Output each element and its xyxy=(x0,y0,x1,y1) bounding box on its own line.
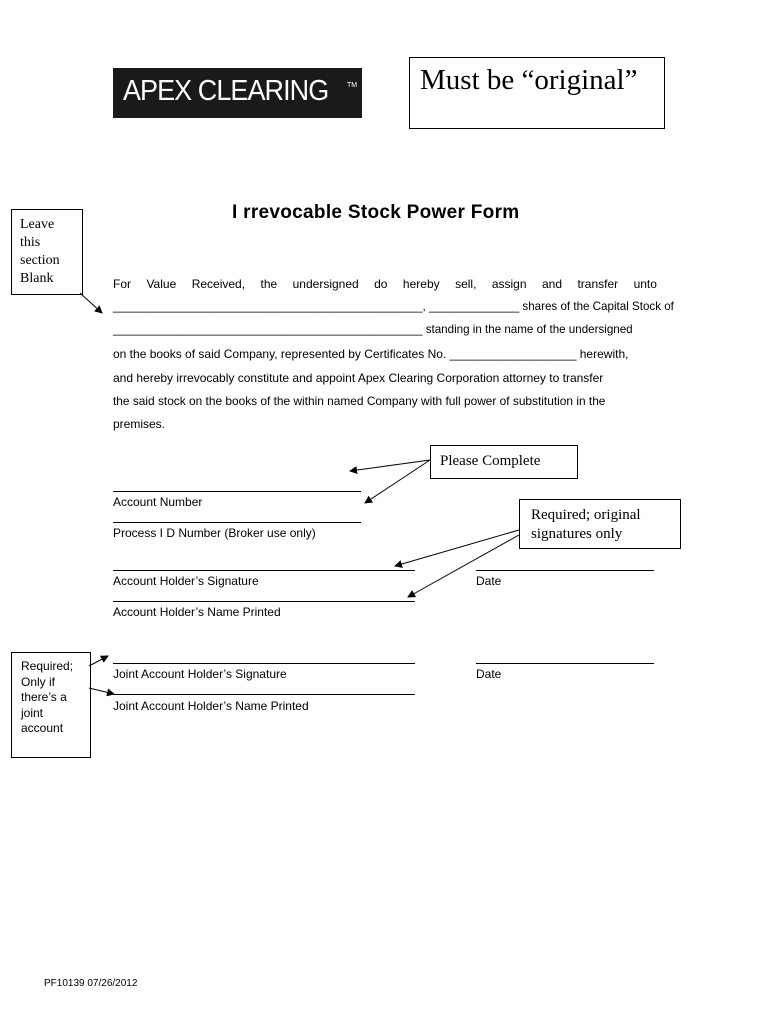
body-word: undersigned xyxy=(292,277,359,291)
required-joint-line: joint xyxy=(21,705,44,720)
account-number-label: Account Number xyxy=(113,495,203,509)
body-line-4[interactable]: on the books of said Company, represented by Certificates No. ___________________ herewith, xyxy=(113,347,629,361)
body-word: transfer xyxy=(577,277,619,291)
original-note-text: Must be “original” xyxy=(420,64,638,96)
body-word: Value xyxy=(146,277,177,291)
leave-blank-line: Blank xyxy=(20,271,54,286)
body-word: unto xyxy=(633,277,657,291)
body-word: Received, xyxy=(191,277,246,291)
leave-blank-line: this xyxy=(20,235,41,250)
arrow-leave-blank xyxy=(80,293,102,313)
body-word: assign xyxy=(491,277,527,291)
holder-name-label: Account Holder’s Name Printed xyxy=(113,605,281,619)
arrow-joint-name xyxy=(89,688,114,694)
body-word: For xyxy=(113,277,131,291)
arrow-please-account xyxy=(350,460,430,471)
body-line-5: and hereby irrevocably constitute and appoint Apex Clearing Corporation attorney to transfer xyxy=(113,371,604,385)
holder-date-label: Date xyxy=(476,574,502,588)
body-word: and xyxy=(541,277,562,291)
required-original-line: Required; original xyxy=(531,507,641,523)
body-word: hereby xyxy=(402,277,440,291)
required-joint-line: account xyxy=(21,721,64,735)
logo-trademark: TM xyxy=(347,82,358,89)
arrow-joint-signature xyxy=(89,656,108,666)
holder-signature-label: Account Holder’s Signature xyxy=(113,574,259,588)
arrow-please-process xyxy=(365,460,430,503)
body-line-6: the said stock on the books of the within named Company with full power of substitution in the xyxy=(113,394,606,408)
required-original-line: signatures only xyxy=(531,526,623,542)
process-id-label: Process I D Number (Broker use only) xyxy=(113,526,316,540)
body-word: sell, xyxy=(455,277,477,291)
body-word: do xyxy=(374,277,388,291)
body-word: the xyxy=(260,277,278,291)
required-joint-line: Only if xyxy=(21,674,56,689)
leave-blank-line: section xyxy=(20,253,60,268)
required-joint-line: Required; xyxy=(21,659,74,673)
arrow-required-signature xyxy=(395,530,519,566)
required-joint-line: there’s a xyxy=(21,690,67,704)
joint-date-label: Date xyxy=(476,667,502,681)
logo-text: APEX CLEARING xyxy=(123,75,329,107)
body-line-7: premises. xyxy=(113,417,166,431)
body-line-2[interactable]: ________________________________________________, ______________ shares of the Capital Stock of xyxy=(113,300,674,313)
joint-name-label: Joint Account Holder’s Name Printed xyxy=(113,699,309,713)
joint-signature-label: Joint Account Holder’s Signature xyxy=(113,667,287,681)
body-line-3[interactable]: ________________________________________________ standing in the name of the undersigned xyxy=(113,323,633,336)
form-footer-code: PF10139 07/26/2012 xyxy=(44,978,138,989)
arrow-required-name xyxy=(408,535,519,597)
form-title: I rrevocable Stock Power Form xyxy=(232,202,520,223)
please-complete-text: Please Complete xyxy=(440,453,541,469)
leave-blank-line: Leave xyxy=(20,217,55,232)
